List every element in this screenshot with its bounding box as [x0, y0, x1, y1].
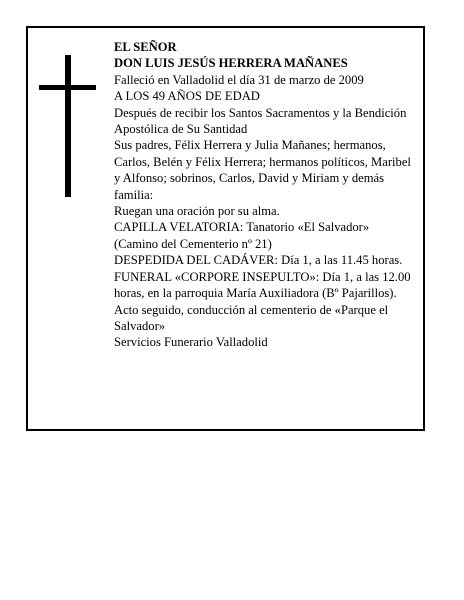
- chapel-info: CAPILLA VELATORIA: Tanatorio «El Salvador» (Camino del Cementerio nº 21): [114, 220, 370, 251]
- sacraments-line: Después de recibir los Santos Sacramentos y la Bendición Apostólica de Su Santidad: [114, 105, 407, 137]
- funeral-info: FUNERAL «CORPORE INSEPULTO»: Día 1, a las 12.00 horas, en la parroquia María Auxiliadora (Bº Pajarillos). Acto seguido, conducción al cementerio de «Parque el Salvador»: [114, 269, 411, 333]
- obituary-text: [114, 39, 416, 351]
- prayer-request: Ruegan una oración por su alma.: [114, 204, 280, 219]
- family-line: Sus padres, Félix Herrera y Julia Mañanes; hermanos, Carlos, Belén y Félix Herrera; hermanos políticos, Maribel y Alfonso; sobrinos, Carlos, David y Miriam y demás familia:: [114, 138, 411, 202]
- cross-vertical-bar: [65, 55, 71, 197]
- death-info: Falleció en Valladolid el día 31 de marzo de 2009: [114, 72, 364, 87]
- farewell-info: DESPEDIDA DEL CADÁVER: Día 1, a las 11.45 horas.: [114, 253, 403, 268]
- age-line: A LOS 49 AÑOS DE EDAD: [114, 89, 260, 104]
- deceased-name: DON LUIS JESÚS HERRERA MAÑANES: [114, 56, 348, 71]
- cross-horizontal-bar: [39, 85, 96, 90]
- funeral-services: Servicios Funerario Valladolid: [114, 335, 268, 350]
- notice-title: EL SEÑOR: [114, 40, 177, 54]
